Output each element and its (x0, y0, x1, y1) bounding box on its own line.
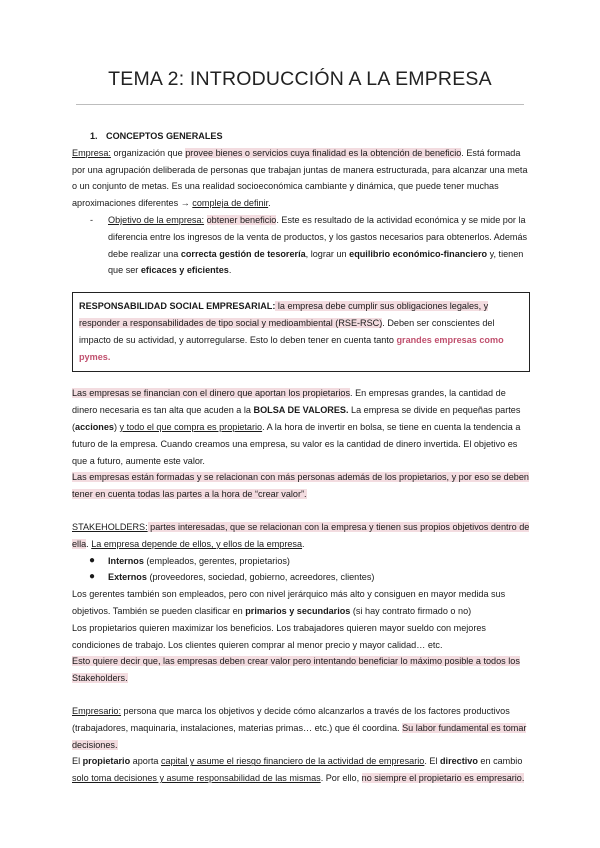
bullet-dot: ● (89, 554, 96, 566)
primarios-bold: primarios y secundarios (245, 605, 351, 616)
pd-text-b: aporta (130, 756, 161, 767)
stakeholders-text-1: . (86, 538, 92, 549)
rse-emphasis: grandes empresas como pymes. (79, 334, 504, 362)
rse-paragraph (79, 298, 523, 365)
objetivo-bold-3: eficaces y eficientes (140, 265, 229, 276)
gerentes-text-1: Los gerentes también son empleados, pero con nivel jerárquico más alto y consiguen en mayor medida sus objetivos. También se pueden clasificar en (72, 589, 506, 616)
section-heading (90, 128, 530, 145)
finance-text-2: La empresa se divide en pequeñas partes ( (72, 405, 521, 432)
externos-text: (proveedores, sociedad, gobierno, acreedores, clientes) (146, 572, 375, 583)
objetivo-label: Objetivo de la empresa: (108, 214, 205, 225)
stakeholders-label: STAKEHOLDERS: (72, 521, 148, 532)
objetivo-text-3: y, tienen que ser (108, 248, 524, 276)
empresa-text-2: . Está formada por una agrupación deliberada de personas que trabajan juntas de manera estructurada, para alcanzar una meta o un conjunto de metas. Es una realidad socioeconómica cambiante y dinámica, que puede tener muchas aproximaciones diferentes → (72, 147, 528, 209)
objetivo-bold-2: equilibrio económico-financiero (349, 248, 488, 259)
propietario-directivo-paragraph (72, 753, 530, 787)
stakeholders-highlight: partes interesadas, que se relacionan con la empresa y tienen sus propios objetivos dentro de ella (72, 521, 530, 549)
stakeholders-conclusion-highlight: Esto quiere decir que, las empresas deben crear valor pero intentando beneficiar lo máximo posible a todos los Stakeholders. (72, 656, 520, 684)
empresa-highlight: provee bienes o servicios cuya finalidad es la obtención de beneficio (185, 147, 462, 158)
gerentes-paragraph (72, 586, 530, 620)
pd-text-a: El (72, 756, 83, 767)
propietario-underline: y todo el que compra es propietario (119, 421, 263, 432)
finance-paragraph (72, 385, 530, 469)
objetivo-text-2: , lograr un (305, 248, 350, 259)
page-title: TEMA 2: INTRODUCCIÓN A LA EMPRESA (108, 68, 492, 90)
stakeholders-underline: La empresa depende de ellos, y ellos de la empresa (91, 538, 303, 549)
finance-text-4: . A la hora de invertir en bolsa, se tiene en cuenta la tendencia a futuro de la empresa. Cuando creamos una empresa, su valor es la cantidad de dinero invertida. El objetivo es que a futuro, aumente este valor. (72, 421, 521, 466)
externos-bold: Externos (108, 572, 147, 583)
bullet-externos (72, 569, 530, 586)
rse-box (72, 292, 530, 372)
objetivo-item (72, 212, 530, 279)
rse-highlight: la empresa debe cumplir sus obligaciones legales, y responder a responsabilidades de tipo social y medioambiental (RSE-RSC) (79, 301, 489, 328)
empresa-text-3: . (268, 198, 271, 209)
pd-text-d: en cambio (477, 756, 523, 767)
objetivo-bold-1: correcta gestión de tesorería (180, 248, 306, 259)
propietario-highlight: no siempre el propietario es empresario. (361, 773, 525, 784)
pd-text-c: . El (424, 756, 440, 767)
finance-text-3: ) (113, 421, 120, 432)
document-body (72, 128, 530, 787)
bullet-dot: ● (89, 571, 96, 583)
acciones-bold: acciones (75, 421, 114, 432)
finance-highlight-1: Las empresas se financian con el dinero que aportan los propietarios (72, 388, 351, 399)
rse-text: . Deben ser conscientes del impacto de su actividad, y autorregularse. Esto lo deben tener en cuenta tanto (79, 317, 495, 345)
finance-text-1: . En empresas grandes, la cantidad de dinero necesaria es tan alta que acuden a la (72, 388, 506, 416)
internos-text: (empleados, gerentes, propietarios) (143, 555, 290, 566)
stakeholders-paragraph (72, 519, 530, 553)
section-heading-text: CONCEPTOS GENERALES (106, 131, 223, 141)
empresario-text-1: persona que marca los objetivos y decide cómo alcanzarlos a través de los factores productivos (trabajadores, maquinaria, instalaciones, materias primas… etc.) que él coordina. (72, 705, 510, 733)
propietario-bold: propietario (82, 756, 131, 767)
directivo-bold: directivo (440, 756, 478, 767)
objetivo-highlight: obtener beneficio (206, 214, 277, 225)
gerentes-text-2: (si hay contrato firmado o no) (350, 605, 472, 616)
objetivo-text-1: . Este es resultado de la actividad económica y se mide por la diferencia entre los ingresos de la venta de productos, y los gastos necesarios para obtenerlos. Además debe realizar una (108, 214, 528, 259)
empresario-paragraph (72, 703, 530, 753)
section-number: 1. (90, 131, 98, 141)
bullet-internos (72, 553, 530, 570)
empresa-label: Empresa: (72, 147, 111, 158)
finance-conclusion (72, 469, 530, 503)
bolsa-bold: BOLSA DE VALORES. (253, 405, 349, 416)
internos-bold: Internos (108, 555, 144, 566)
capital-underline: capital y asume el riesgo financiero de la actividad de empresario (160, 756, 425, 767)
decisiones-underline: solo toma decisiones y asume responsabilidad de las mismas (72, 773, 321, 784)
empresa-definition (72, 145, 530, 212)
title-divider (76, 104, 524, 105)
propietarios-paragraph: Los propietarios quieren maximizar los beneficios. Los trabajadores quieren mayor sueldo con mejores condiciones de trabajo. Los clientes quieren comprar al menor precio y mayor calidad… etc. (72, 622, 486, 650)
dash-marker: - (90, 214, 94, 225)
objetivo-text-4: . (228, 265, 232, 276)
empresa-text-1: organización que (110, 147, 186, 158)
empresario-label: Empresario: (72, 705, 122, 716)
pd-text-e: . Por ello, (320, 773, 362, 784)
rse-label: RESPONSABILIDAD SOCIAL EMPRESARIAL: (79, 301, 276, 312)
empresario-highlight: Su labor fundamental es tomar decisiones. (72, 722, 527, 750)
stakeholders-conclusion (72, 653, 530, 687)
empresa-underline: compleja de definir (192, 198, 269, 209)
stakeholders-text-2: . (302, 538, 305, 549)
finance-highlight-2: Las empresas están formadas y se relacionan con más personas además de los propietarios, y por eso se deben tener en cuenta todas las partes a la hora de “crear valor”. (72, 472, 529, 500)
